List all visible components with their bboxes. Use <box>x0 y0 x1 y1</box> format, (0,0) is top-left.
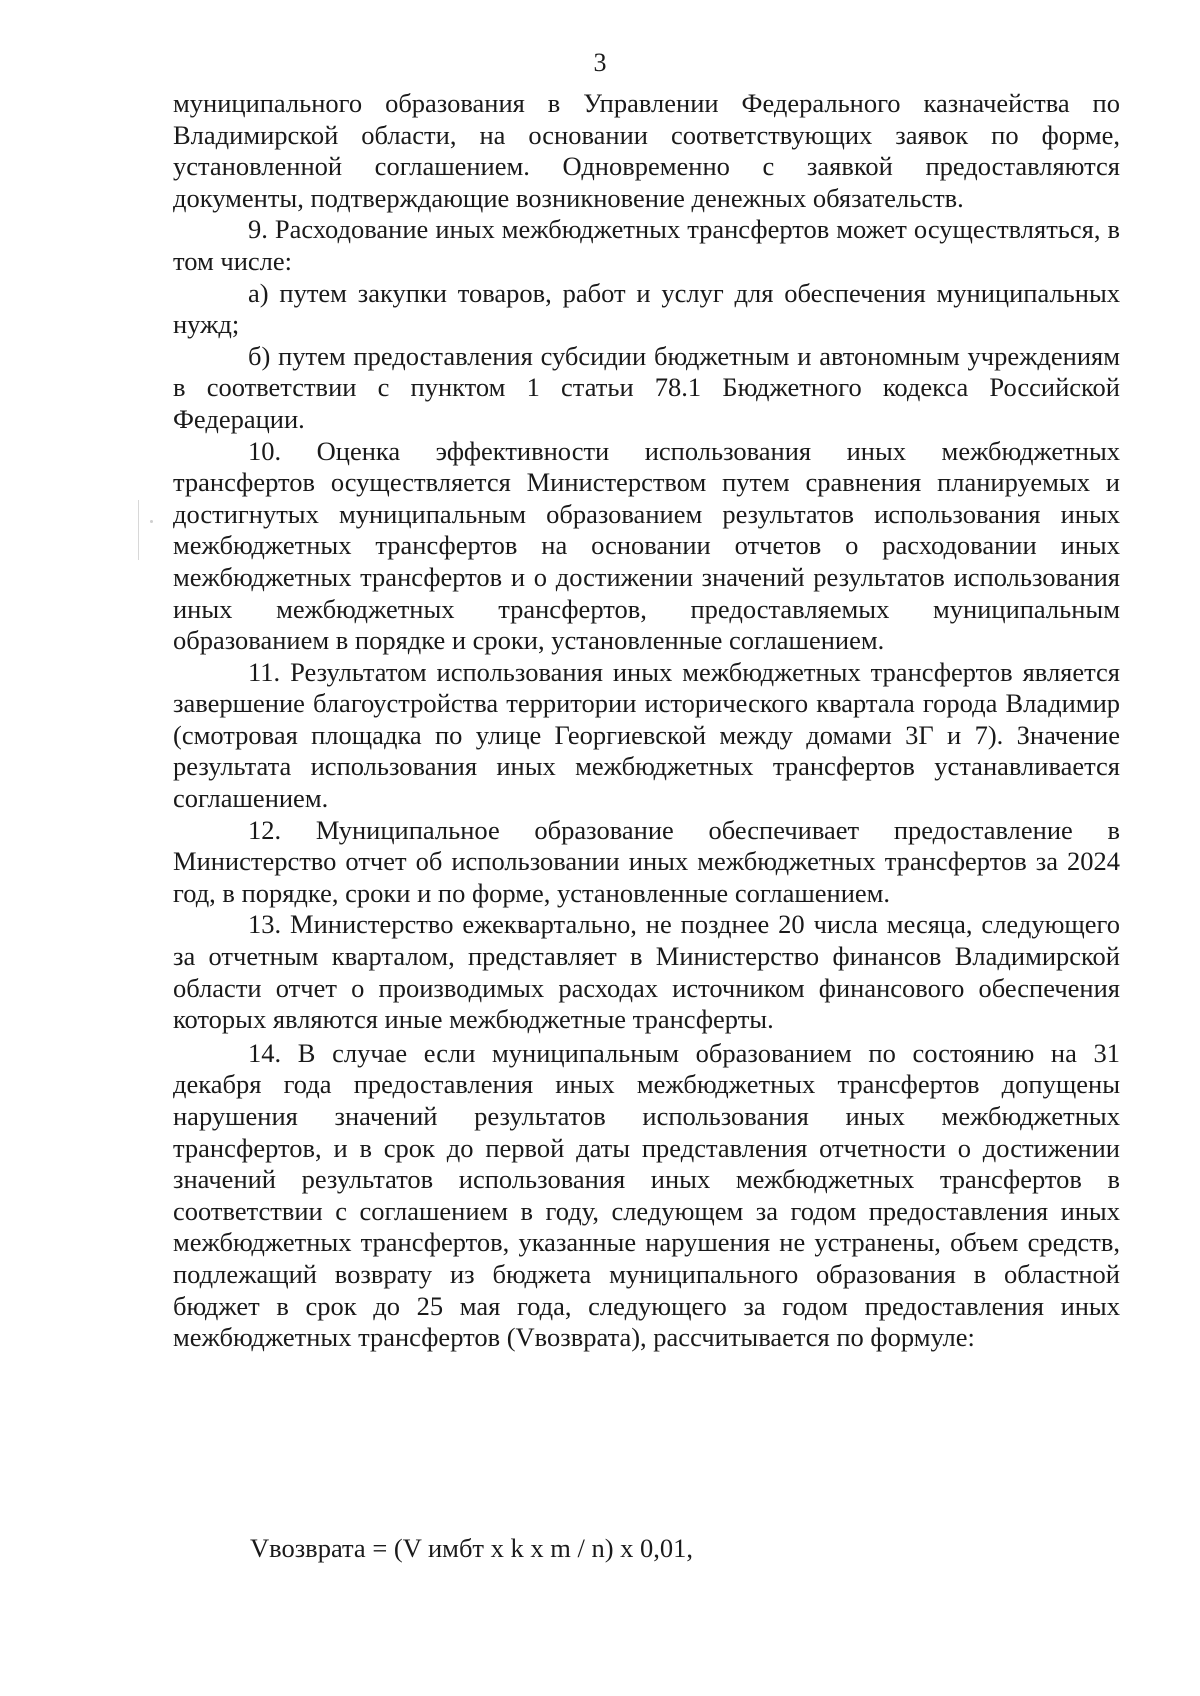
paragraph-13: 13. Министерство ежеквартально, не позднее 20 числа месяца, следующего за отчетным кварталом, представляет в Министерство финансов Владимирской области отчет о производимых расходах источником финансового обеспечения которых являются иные межбюджетные трансферты. <box>173 909 1120 1035</box>
paragraph-9b: б) путем предоставления субсидии бюджетным и автономным учреждениям в соответствии с пунктом 1 статьи 78.1 Бюджетного кодекса Российской Федерации. <box>173 340 1120 434</box>
scan-dot <box>150 520 153 523</box>
paragraph-9: 9. Расходование иных межбюджетных трансфертов может осуществляться, в том числе: <box>173 214 1120 276</box>
document-body <box>173 88 1120 1354</box>
paragraph-continuation: муниципального образования в Управлении Федерального казначейства по Владимирской области, на основании соответствующих заявок по форме, установленной соглашением. Одновременно с заявкой предоставляются документы, подтверждающие возникновение денежных обязательств. <box>173 88 1120 213</box>
paragraph-14: 14. В случае если муниципальным образованием по состоянию на 31 декабря года предоставления иных межбюджетных трансфертов допущены нарушения значений результатов использования иных межбюджетных трансфертов, и в срок до первой даты представления отчетности о достижении значений результатов использования иных межбюджетных трансфертов в соответствии с соглашением в году, следующем за годом предоставления иных межбюджетных трансфертов, указанные нарушения не устранены, объем средств, подлежащий возврату из бюджета муниципального образования в областной бюджет в срок до 25 мая года, следующего за годом предоставления иных межбюджетных трансфертов (Vвозврата), рассчитывается по формуле: <box>173 1037 1120 1353</box>
scan-margin-mark <box>138 500 139 560</box>
paragraph-9a: а) путем закупки товаров, работ и услуг для обеспечения муниципальных нужд; <box>173 277 1120 340</box>
paragraph-11: 11. Результатом использования иных межбюджетных трансфертов является завершение благоустройства территории исторического квартала города Владимир (смотровая площадка по улице Георгиевской между домами 3Г и 7). Значение результата использования иных межбюджетных трансфертов устанавливается соглашением. <box>173 656 1120 814</box>
return-formula: Vвозврата = (V имбт x k x m / n) x 0,01, <box>250 1533 694 1563</box>
paragraph-10: 10. Оценка эффективности использования иных межбюджетных трансфертов осуществляется Министерством путем сравнения планируемых и достигнутых муниципальным образованием результатов использования иных межбюджетных трансфертов на основании отчетов о расходовании иных межбюджетных трансфертов и о достижении значений результатов использования иных межбюджетных трансфертов, предоставляемых муниципальным образованием в порядке и сроки, установленные соглашением. <box>173 435 1120 656</box>
paragraph-12: 12. Муниципальное образование обеспечивает предоставление в Министерство отчет об использовании иных межбюджетных трансфертов за 2024 год, в порядке, сроки и по форме, установленные соглашением. <box>173 814 1120 908</box>
page-number: 3 <box>593 48 607 77</box>
